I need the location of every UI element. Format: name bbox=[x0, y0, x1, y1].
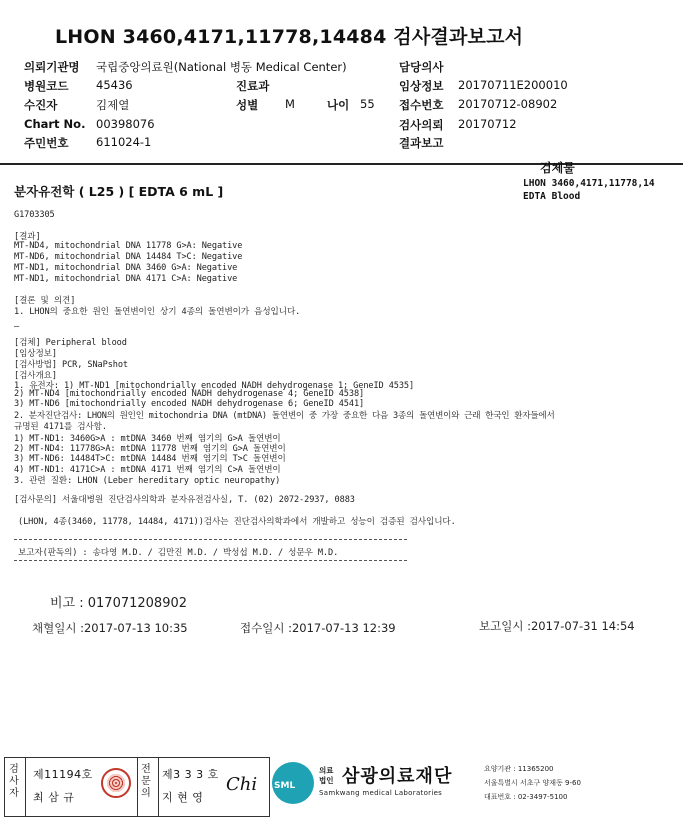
detail-line: 2. 분자진단검사: LHON의 원인인 mitochondria DNA (mtDNA) 돌연변이 중 가장 중요한 다음 3종의 돌연변이와 근래 한국인 환자들에서 bbox=[14, 411, 555, 421]
bigo-text: 비고 : 017071208902 bbox=[50, 596, 188, 611]
corp-english: Samkwang medical Laboratories bbox=[319, 789, 443, 797]
right-code-1: LHON 3460,4171,11778,14 bbox=[523, 178, 655, 189]
detail-line: [검사방법] PCR, SNaPshot bbox=[14, 360, 128, 370]
supervisor-license: 제3 3 3 호 bbox=[162, 768, 219, 781]
request-value: 20170712 bbox=[458, 117, 517, 131]
institution-label: 의뢰기관명 bbox=[24, 60, 80, 74]
corp-prefix: 법인 bbox=[319, 776, 334, 785]
corp-prefix: 의료 bbox=[319, 766, 334, 775]
result-line: MT-ND4, mitochondrial DNA 11778 G>A: Negative bbox=[14, 241, 243, 251]
supervisor-label-char: 전 bbox=[141, 764, 151, 775]
detail-line: [임상정보] bbox=[14, 349, 57, 359]
id-value: 611024-1 bbox=[96, 135, 152, 149]
detail-line: 3. 관련 질환: LHON (Leber hereditary optic neuropathy) bbox=[14, 476, 281, 486]
patient-label: 수진자 bbox=[24, 98, 58, 112]
header-divider bbox=[0, 163, 683, 165]
receive-time: 접수일시 :2017-07-13 12:39 bbox=[240, 621, 396, 635]
sex-value: M bbox=[285, 97, 295, 111]
report-time: 보고일시 :2017-07-31 14:54 bbox=[479, 619, 635, 633]
inspector-name: 최 삼 규 bbox=[33, 791, 75, 804]
inspector-license: 제11194호 bbox=[33, 768, 93, 781]
request-label: 검사의뢰 bbox=[399, 118, 444, 132]
collect-time: 채혈일시 :2017-07-13 10:35 bbox=[32, 621, 188, 635]
inspector-seal-stamp bbox=[101, 768, 131, 798]
age-label: 나이 bbox=[327, 98, 350, 112]
receipt-label: 접수번호 bbox=[399, 98, 444, 112]
detail-line: 1) MT-ND1: 3460G>A : mtDNA 3460 번째 염기의 G>A 돌연변이 bbox=[14, 434, 281, 444]
dev-note: (LHON, 4종(3460, 11778, 14484, 4171))검사는 진단검사의학과에서 개발하고 성능이 검증된 검사입니다. bbox=[18, 517, 456, 527]
specimen-id: G1703305 bbox=[14, 210, 55, 220]
clinical-label: 임상정보 bbox=[399, 79, 444, 93]
supervisor-name: 지 현 영 bbox=[162, 791, 204, 804]
result-line: MT-ND1, mitochondrial DNA 4171 C>A: Negative bbox=[14, 274, 238, 284]
reporters: 보고자(판독의) : 송다영 M.D. / 김만진 M.D. / 박성섭 M.D. / 성문우 M.D. bbox=[18, 548, 339, 558]
opinion-dash: — bbox=[14, 322, 20, 332]
detail-line: 규명된 4171를 검사함. bbox=[14, 422, 107, 432]
detail-line: 4) MT-ND1: 4171C>A : mtDNA 4171 번째 염기의 C>A 돌연변이 bbox=[14, 465, 281, 475]
inspector-label-char: 자 bbox=[9, 788, 19, 799]
opinion-heading: [결론 및 의견] bbox=[14, 296, 76, 306]
detail-line: [검사문의] 서울대병원 진단검사의학과 분자유전검사실, T. (02) 2072-2937, 0883 bbox=[14, 495, 355, 505]
supervisor-label-char: 문 bbox=[141, 776, 151, 787]
hospital-code-value: 45436 bbox=[96, 78, 133, 92]
right-code-2: EDTA Blood bbox=[523, 191, 581, 202]
result-line: MT-ND1, mitochondrial DNA 3460 G>A: Negative bbox=[14, 263, 238, 273]
report-title: LHON 3460,4171,11778,14484 검사결과보고서 bbox=[55, 26, 524, 48]
corp-address: 서울특별시 서초구 양재동 9-60 bbox=[484, 779, 581, 787]
dashed-divider bbox=[14, 539, 407, 540]
detail-line: 2) MT-ND4 [mitochondrially encoded NADH dehydrogenase 4; GeneID 4538] bbox=[14, 389, 365, 399]
department-label: 진료과 bbox=[236, 79, 270, 93]
chart-value: 00398076 bbox=[96, 117, 155, 131]
hospital-code-label: 병원코드 bbox=[24, 79, 69, 93]
result-line: MT-ND6, mitochondrial DNA 14484 T>C: Negative bbox=[14, 252, 243, 262]
corp-code: 요양기관 : 11365200 bbox=[484, 765, 554, 773]
institution-value: 국립중앙의료원(National 병동 Medical Center) bbox=[96, 60, 347, 74]
detail-line: 3) MT-ND6: 14484T>C: mtDNA 14484 번째 염기의 T>C 돌연변이 bbox=[14, 454, 286, 464]
age-value: 55 bbox=[360, 97, 375, 111]
chart-label: Chart No. bbox=[24, 117, 86, 131]
sml-logo-text: SML bbox=[274, 781, 296, 791]
corp-phone: 대표번호 : 02-3497-5100 bbox=[484, 793, 568, 801]
opinion-text: 1. LHON의 중요한 원인 돌연변이인 상기 4종의 돌연변이가 음성입니다. bbox=[14, 307, 301, 317]
result-heading: [결과] bbox=[14, 232, 41, 242]
corp-name: 삼광의료재단 bbox=[342, 766, 453, 787]
inspector-label-char: 검 bbox=[9, 764, 19, 775]
result-label: 결과보고 bbox=[399, 136, 444, 150]
detail-line: 2) MT-ND4: 11778G>A: mtDNA 11778 번째 염기의 G>A 돌연변이 bbox=[14, 444, 286, 454]
detail-line: [검체] Peripheral blood bbox=[14, 338, 127, 348]
inspector-label-char: 사 bbox=[9, 776, 19, 787]
top-cut-text: 검체물 bbox=[540, 161, 575, 175]
clinical-value: 20170711E200010 bbox=[458, 78, 568, 92]
detail-line: 3) MT-ND6 [mitochondrially encoded NADH dehydrogenase 6; GeneID 4541] bbox=[14, 399, 365, 409]
section-title: 분자유전학 ( L25 ) [ EDTA 6 mL ] bbox=[14, 184, 224, 199]
sex-label: 성별 bbox=[236, 98, 259, 112]
receipt-value: 20170712-08902 bbox=[458, 97, 558, 111]
detail-line: 1. 유전자: 1) MT-ND1 [mitochondrially encoded NADH dehydrogenase 1; GeneID 4535] bbox=[14, 381, 415, 391]
doctor-label: 담당의사 bbox=[399, 60, 444, 74]
supervisor-signature: Chi bbox=[226, 774, 258, 795]
detail-line: [검사개요] bbox=[14, 371, 57, 381]
patient-value: 김제열 bbox=[96, 98, 130, 112]
supervisor-label-char: 의 bbox=[141, 788, 151, 799]
id-label: 주민번호 bbox=[24, 136, 69, 150]
dashed-divider bbox=[14, 560, 407, 561]
